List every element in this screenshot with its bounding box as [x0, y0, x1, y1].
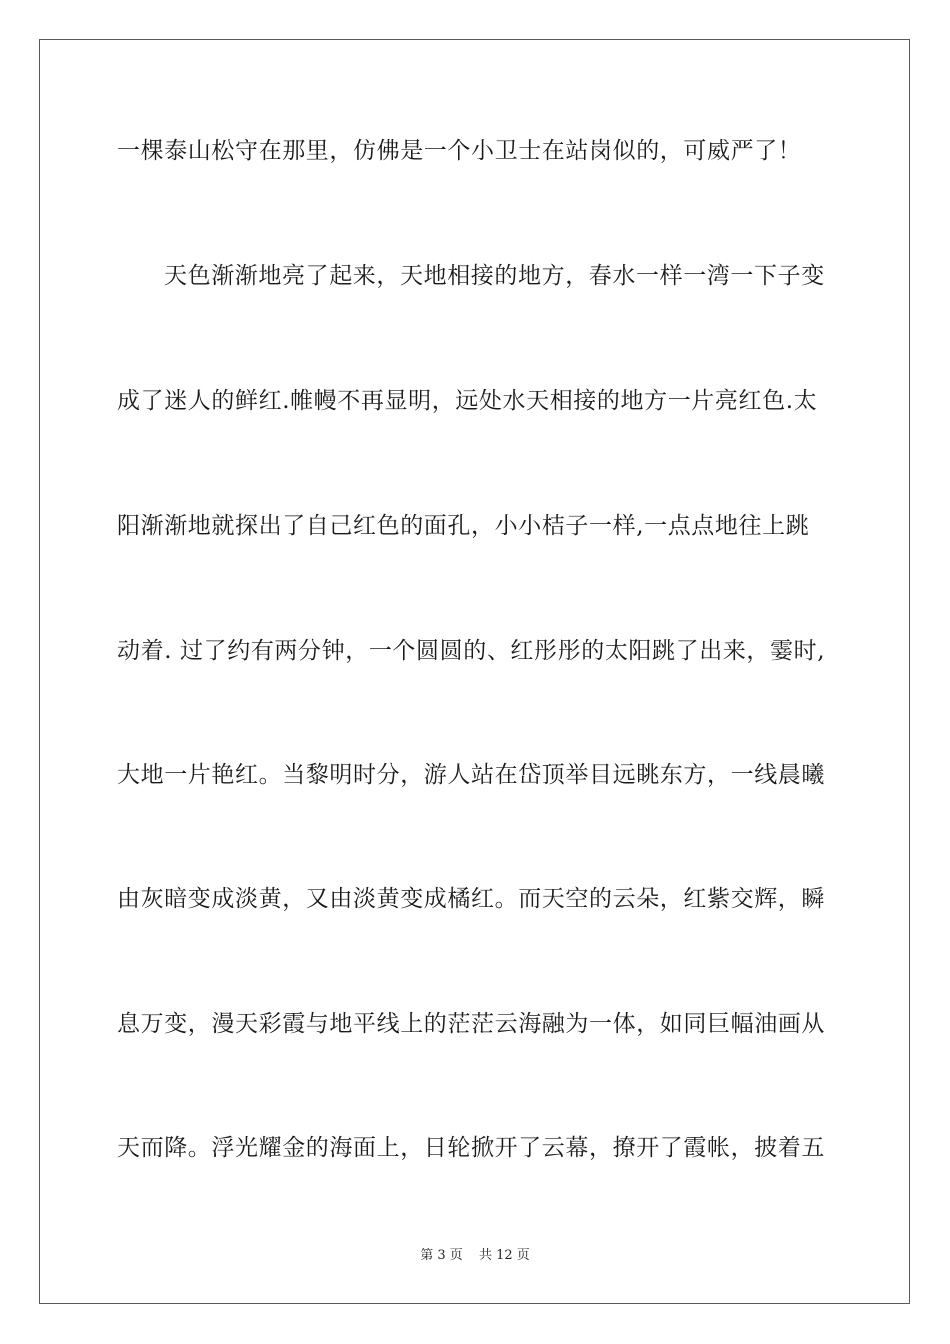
body-line-7: 由灰暗变成淡黄，又由淡黄变成橘红。而天空的云朵，红紫交辉，瞬 [117, 886, 825, 912]
page-footer [0, 1247, 950, 1265]
body-line-4: 阳渐渐地就探出了自己红色的面孔，小小桔子一样,一点点地往上跳 [117, 513, 810, 539]
body-line-9: 天而降。浮光耀金的海面上，日轮掀开了云幕，撩开了霞帐，披着五 [117, 1135, 825, 1161]
page-frame [39, 39, 910, 1304]
body-line-3: 成了迷人的鲜红.帷幔不再显明，远处水天相接的地方一片亮红色.太 [117, 388, 818, 414]
body-line-5: 动着. 过了约有两分钟，一个圆圆的、红彤彤的太阳跳了出来，霎时, [117, 638, 826, 664]
page-number: 第 3 页 [420, 1248, 463, 1263]
body-line-8: 息万变，漫天彩霞与地平线上的茫茫云海融为一体，如同巨幅油画从 [117, 1011, 825, 1037]
body-line-2-paragraph-start: 天色渐渐地亮了起来，天地相接的地方，春水一样一湾一下子变 [164, 263, 825, 289]
body-line-1: 一棵泰山松守在那里，仿佛是一个小卫士在站岗似的，可威严了！ [117, 138, 802, 164]
page-total: 共 12 页 [478, 1248, 530, 1263]
body-line-6: 大地一片艳红。当黎明时分，游人站在岱顶举目远眺东方，一线晨曦 [117, 762, 825, 788]
